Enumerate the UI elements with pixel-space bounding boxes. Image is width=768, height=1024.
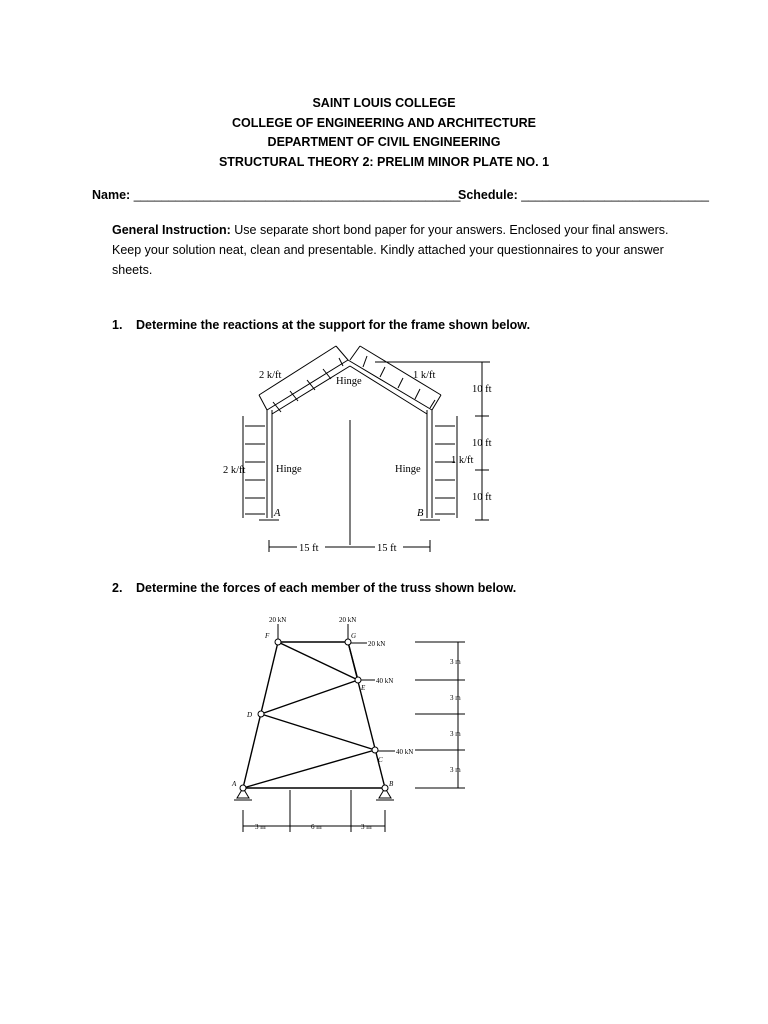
support-b-label: B <box>417 508 424 519</box>
height-dim-3: 10 ft <box>472 492 492 503</box>
question-2-number: 2. <box>112 581 123 595</box>
node-b-label: B <box>389 780 394 788</box>
node-a-label: A <box>232 780 237 788</box>
load-c-label: 40 kN <box>396 748 414 756</box>
college-name: COLLEGE OF ENGINEERING AND ARCHITECTURE <box>232 115 536 130</box>
left-column-load-label: 2 k/ft <box>223 465 246 476</box>
name-field[interactable] <box>92 188 460 202</box>
frame-figure <box>215 340 505 560</box>
left-hinge-label: Hinge <box>276 464 302 475</box>
instruction-label: General Instruction: <box>112 223 231 237</box>
load-g-label: 20 kN <box>339 616 357 624</box>
name-label: Name: <box>92 188 131 202</box>
question-2 <box>112 581 516 595</box>
department-name: DEPARTMENT OF CIVIL ENGINEERING <box>267 135 501 149</box>
height-dim-1: 3 m <box>450 658 461 666</box>
right-column-load-label: 1 k/ft <box>451 455 474 466</box>
width-dim-1: 3 m <box>255 823 266 831</box>
instruction-text: Use separate short bond paper for your answers. Enclosed your final answers. Keep your solution neat, clean and presentable. Kindly attached your questionnaires to your answer sheets. <box>112 223 669 277</box>
question-1 <box>112 318 530 332</box>
node-d-label: D <box>247 711 253 719</box>
right-roof-load-label: 1 k/ft <box>413 370 436 381</box>
truss-figure <box>225 610 475 840</box>
support-a-label: A <box>274 508 281 519</box>
span-left-label: 15 ft <box>299 543 319 554</box>
load-e-label: 40 kN <box>376 677 394 685</box>
left-roof-load-label: 2 k/ft <box>259 370 282 381</box>
width-dim-3: 3 m <box>361 823 372 831</box>
schedule-field[interactable] <box>458 188 709 202</box>
document-header <box>0 94 768 172</box>
plate-title: STRUCTURAL THEORY 2: PRELIM MINOR PLATE NO. 1 <box>218 154 550 169</box>
question-2-text: Determine the forces of each member of the truss shown below. <box>136 581 517 595</box>
right-hinge-label: Hinge <box>395 464 421 475</box>
height-dim-2: 3 m <box>450 694 461 702</box>
height-dim-2: 10 ft <box>472 438 492 449</box>
question-1-text: Determine the reactions at the support for the frame shown below. <box>136 318 531 332</box>
name-blank: _______________________________________________ <box>133 188 461 202</box>
width-dim-2: 6 m <box>311 823 322 831</box>
height-dim-1: 10 ft <box>472 384 492 395</box>
node-f-label: F <box>265 632 270 640</box>
load-f-label: 20 kN <box>269 616 287 624</box>
height-dim-3: 3 m <box>450 730 461 738</box>
node-e-label: E <box>361 684 366 692</box>
load-g-horizontal-label: 20 kN <box>368 640 386 648</box>
general-instruction <box>112 220 682 280</box>
school-name: SAINT LOUIS COLLEGE <box>312 96 456 110</box>
span-right-label: 15 ft <box>377 543 397 554</box>
schedule-label: Schedule: <box>458 188 518 202</box>
top-hinge-label: Hinge <box>336 376 362 387</box>
node-g-label: G <box>351 632 357 640</box>
schedule-blank: ___________________________ <box>521 188 709 202</box>
height-dim-4: 3 m <box>450 766 461 774</box>
question-1-number: 1. <box>112 318 123 332</box>
node-c-label: C <box>378 756 383 764</box>
